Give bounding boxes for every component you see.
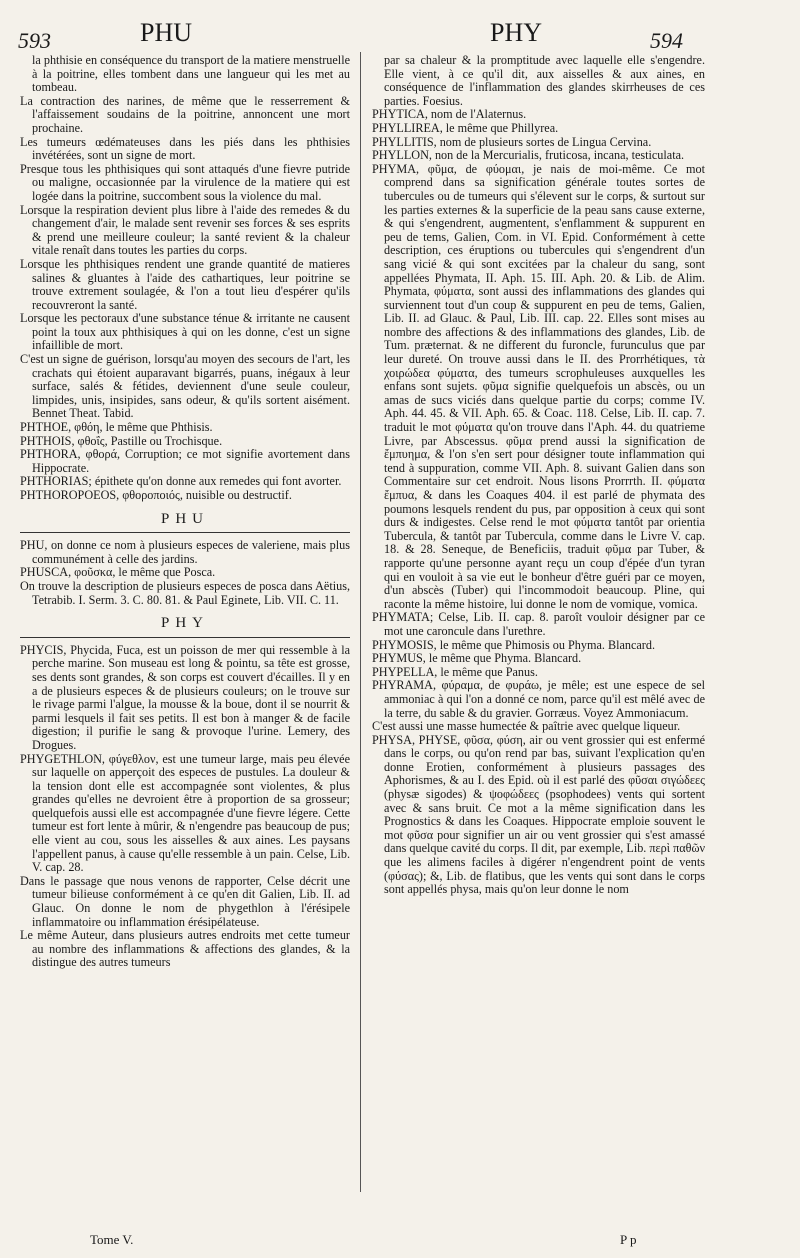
column-divider bbox=[360, 52, 361, 1192]
entry: C'est un signe de guérison, lorsqu'au moyen des secours de l'art, les crachats qui étoient auparavant bigarrés, puans, inégaux à leur surface, salés & fétides, deviennent d'une seule couleur, limpides, unis, insipides, sans odeur, & qu'ils sortent aisément. Bennet Theat. Tabid. bbox=[20, 352, 350, 421]
entry: PHU, on donne ce nom à plusieurs especes de valeriene, mais plus communément à celle des jardins. bbox=[20, 538, 350, 566]
entry: PHYTICA, nom de l'Alaternus. bbox=[372, 107, 527, 122]
entry: PHYMATA; Celse, Lib. II. cap. 8. paroît vouloir désigner par ce mot une caroncule dans l'urethre. bbox=[372, 610, 705, 638]
entry: par sa chaleur & la promptitude avec laquelle elle s'engendre. Elle vient, à ce qu'il dit, aux aisselles & aux aines, en conséquence de l'inflammation des glandes skirrheuses de ces parties. Foesius. bbox=[384, 53, 705, 108]
left-page-number: 593 bbox=[18, 28, 51, 53]
entry: PHYLLITIS, nom de plusieurs sortes de Lingua Cervina. bbox=[372, 134, 652, 149]
entry: PHUSCA, φοῦσκα, le même que Posca. bbox=[20, 565, 216, 580]
volume-signature: Tome V. bbox=[90, 1232, 134, 1247]
entry: Lorsque les phthisiques rendent une grande quantité de matieres salines & gluantes à l'aide des cathartiques, leur poitrine se trouve extrement soulagée, & l'on a tout lieu d'espérer qu'ils recouvreront la santé. bbox=[20, 256, 350, 312]
right-page-number: 594 bbox=[650, 28, 683, 53]
entry: PHYSA, PHYSE, φῦσα, φύση, air ou vent grossier qui est enfermé dans le corps, ou qu'on rend par bas, suivant l'explication qu'en donne Erotien, conformément à plusieurs passages des Aphorismes, & au I. des Epid. où il est parlé des φῦσαι σιγώδεες (physæ sigodes) & ψοφώδεες (psophodees) vents qui sortent avec & sans bruit. Ce mot a la même signification dans les Prognostics & dans les Coaques. Hippocrate emploie souvent le mot φῦσα pour signifier un air ou vent grossier qui s'est amassé dans quelque cavité du corps. Il dit, par exemple, Lib. περὶ παθῶν que les alimens faciles à digérer n'engendrent point de vents (φύσας); &, Lib. de flatibus, que les vents qui sont dans le corps sont appellés physa, mais qu'on leur donne le nom bbox=[372, 732, 705, 897]
entry: PHYGETHLON, φύγεθλον, est une tumeur large, mais peu élevée sur laquelle on apperçoit des especes de pustules. La douleur & la tension dont elle est accompagnée sont violentes, & plus grandes qu'elles ne devroient être à proportion de sa grosseur; quelquefois aussi elle est accompagnée d'une fievre légere. Cette tumeur est fort lente à mûrir, & n'engendre pas beaucoup de pus; elle vient au cou, sous les aisselles & aux aines. Les paysans l'appellent panus, à cause qu'elle ressemble à un pain. Celse, Lib. V. cap. 28. bbox=[20, 751, 350, 875]
entry: PHYCIS, Phycida, Fuca, est un poisson de mer qui ressemble à la perche marine. Son museau est long & pointu, sa tête est grosse, ses dents sont grandes, & son corps est couvert d'écailles. Il y en a de plusieurs especes & de plusieurs couleurs; on le trouve sur le rivage parmi l'algue, la mousse & la boue, dont il se nourrit & parmi lesquels il fait ses petits. Il est bon à manger & de facile digestion; il purifie le sang & provoque l'urine. Lemery, des Drogues. bbox=[20, 642, 350, 752]
section-rule bbox=[20, 637, 350, 638]
gathering-signature: P p bbox=[620, 1232, 637, 1247]
left-column bbox=[20, 54, 350, 970]
entry: Dans le passage que nous venons de rapporter, Celse décrit une tumeur bilieuse conformément à ce qu'en dit Galien, Lib. II. ad Glauc. On donne le nom de phygethlon à l'érésipele inflammatoire ou inflammation érésipélateuse. bbox=[20, 873, 350, 929]
entry: PHTHORA, φθορά, Corruption; ce mot signifie avortement dans Hippocrate. bbox=[20, 447, 350, 475]
entry: Presque tous les phthisiques qui sont attaqués d'une fievre putride ou maligne, occasionnée par la virulence de la matiere qui est logée dans la poitrine, succombent sous la violence du mal. bbox=[20, 161, 350, 203]
entry: PHYLLON, non de la Mercurialis, fruticosa, incana, testiculata. bbox=[372, 148, 685, 163]
entry: Lorsque les pectoraux d'une substance ténue & irritante ne causent point la toux aux phthisiques à qui on les donne, c'est un signe infaillible de mort. bbox=[20, 311, 350, 353]
right-running-head: PHY bbox=[490, 18, 543, 47]
entry: la phthisie en conséquence du transport de la matiere menstruelle à la poitrine, elles tombent dans une langueur qui les met au tombeau. bbox=[32, 53, 350, 95]
section-heading-phu: PHU bbox=[160, 510, 209, 527]
entry: Le même Auteur, dans plusieurs autres endroits met cette tumeur au nombre des inflammations & affections des glandes, & la distingue des autres tumeurs bbox=[20, 928, 350, 970]
entry: PHYMUS, le même que Phyma. Blancard. bbox=[372, 651, 582, 666]
entry: La contraction des narines, de même que le resserrement & l'affaissement soudains de la poitrine, annoncent une mort prochaine. bbox=[20, 93, 350, 135]
entry: PHYRAMA, φύραμα, de φυράω, je mêle; est une espece de sel ammoniac à qui l'on a donné ce nom, parce qu'il est mêlé avec de la terre, du sable & du gravier. Gorræus. Voyez Ammoniacum. bbox=[372, 678, 705, 720]
right-column bbox=[372, 54, 705, 897]
entry: PHTHOROPOEOS, φθοροποιός, nuisible ou destructif. bbox=[20, 488, 292, 502]
entry: PHTHOE, φθόη, le même que Phthisis. bbox=[20, 420, 213, 435]
left-running-head: PHU bbox=[140, 18, 193, 47]
entry: Lorsque la respiration devient plus libre à l'aide des remedes & du changement d'air, le malade sent revenir ses forces & ses esprits & prend une meilleure couleur; la santé revient & la chaleur vitale renaît dans toutes les parties du corps. bbox=[20, 202, 350, 258]
entry: On trouve la description de plusieurs especes de posca dans Aëtius, Tetrabib. I. Serm. 3. C. 80. 81. & Paul Eginete, Lib. VII. C. 11. bbox=[20, 578, 350, 607]
section-rule bbox=[20, 532, 350, 533]
entry: Les tumeurs œdémateuses dans les piés dans les phthisies invétérées, sont un signe de mort. bbox=[20, 134, 350, 163]
entry: PHYPELLA, le même que Panus. bbox=[372, 664, 538, 679]
entry: PHYLLIREA, le même que Phillyrea. bbox=[372, 120, 559, 135]
entry: PHYMOSIS, le même que Phimosis ou Phyma. Blancard. bbox=[372, 637, 656, 652]
entry: C'est aussi une masse humectée & paîtrie avec quelque liqueur. bbox=[372, 719, 681, 734]
entry: PHTHOIS, φθοΐς, Pastille ou Trochisque. bbox=[20, 433, 223, 448]
entry: PHTHORIAS; épithete qu'on donne aux remedes qui font avorter. bbox=[20, 474, 342, 489]
entry: PHYMA, φῦμα, de φύομαι, je nais de moi-même. Ce mot comprend dans sa signification générale toutes sortes de tubercules ou de tumeurs qui s'élevent sur le corps, & surtout sur les parties externes & la superficie de la peau sans cause externe, & qui s'engendrent, augmentent, s'enflamment & suppurent en peu de tems, Galien, Com. in VI. Epid. Conformément à cette description, ces éruptions ou tubercules qui s'engendrent d'un sang vicié & qui sont excitées par la chaleur du sang, sont appellées Phymata, II. Aph. 15. III. Aph. 20. & Lib. de Alim. Phymata, φύματα, sont aussi des inflammations des glandes qui surviennent tout d'un coup & suppurent en peu de tems, Galien, Lib. II. ad Glauc. & Paul, Lib. III. cap. 22. Elles sont mises au nombre des affections & des inflammations des glandes, Lib. de Tum. præternat. & ne different du furoncle, furunculus que par leur dureté. On trouve aussi dans le II. des Prorrhétiques, τὰ χοιρώδεα φύματα, des tumeurs scrophuleuses auxquelles les enfans sont sujets. φῦμα signifie quelquefois un abscès, ou un amas de sucs viciés dans quelque partie du corps; comme IV. Aph. 44. 45. & VII. Aph. 65. & Coac. 118. Celse, Lib. II. cap. 7. traduit le mot φύματα qu'on trouve dans l'Aph. 44. du quatrieme Livre, par Abscessus. φῦμα prend aussi la signification de ἔμπυημα, & l'on s'en sert pour désigner toute inflammation qui tend à suppuration, comme VII. Aph. 8. suivant Galien dans son Commentaire sur cet endroit. Nous lisons Prorrrth. II. φύματα ἔμπυα, & dans les Coaques 404. il est parlé de phymata des poumons lesquels rendent du pus, par opposition à ceux qui sont durs & indigestes. Celse rend le mot φύματα tantôt par orientia Tubercula, & tantôt par Tubercula, comme dans le Livre V. cap. 18. & 28. Seneque, de Beneficiis, traduit φῦμα par Tuber, & rapporte qu'une personne ayant reçu un coup d'épée d'un tyran qui en vouloit à sa vie eut le bonheur d'être guéri par ce moyen, d'un abscès (Tuber) qui l'incommodoit beaucoup. Pline, qui raconte la même histoire, lui donne le nom de vomique, vomica. bbox=[372, 161, 705, 611]
section-heading-phy: PHY bbox=[160, 615, 209, 632]
